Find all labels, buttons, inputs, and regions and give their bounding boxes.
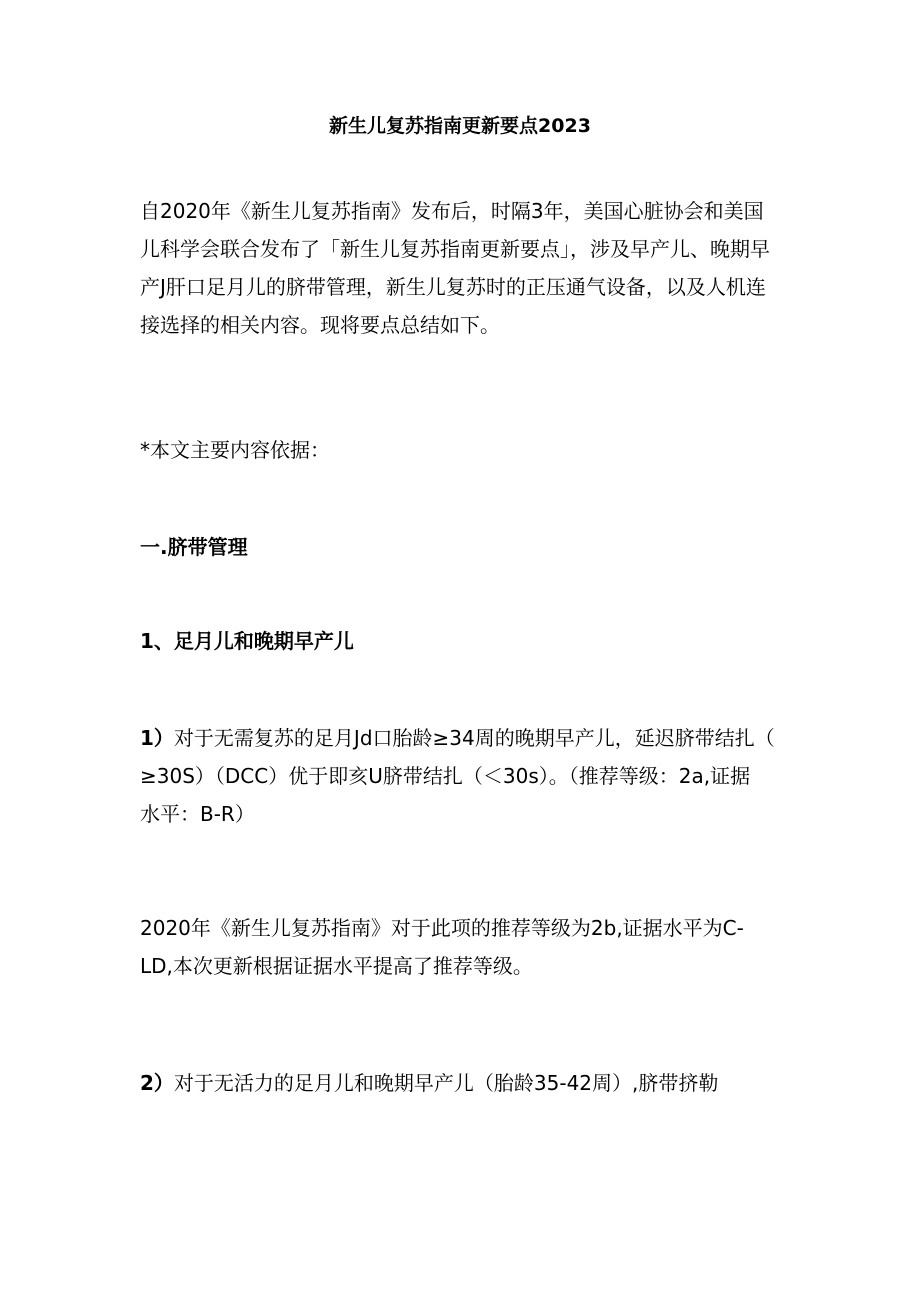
intro-paragraph <box>140 192 785 344</box>
item-1-line <box>140 719 785 757</box>
item-1-text: 对于无需复苏的足月Jd口胎龄≥34周的晚期早产儿，延迟脐带结扎（ <box>173 726 775 750</box>
note-line: 2020年《新生儿复苏指南》对于此项的推荐等级为2b,证据水平为C- <box>140 916 744 940</box>
basis-note-text: *本文主要内容依据： <box>140 438 330 462</box>
item-2-line <box>140 1064 785 1102</box>
item-2-paragraph <box>140 1064 785 1102</box>
item-2-text: 对于无活力的足月儿和晚期早产儿（胎龄35-42周）,脐带挤勒 <box>173 1071 719 1095</box>
basis-note <box>140 431 785 469</box>
note-2020-paragraph <box>140 909 785 985</box>
subsection-heading: 1、足月儿和晚期早产儿 <box>140 629 354 653</box>
section-heading: 一.脐带管理 <box>140 535 248 559</box>
item-1-paragraph <box>140 719 785 833</box>
intro-line: 儿科学会联合发布了「新生儿复苏指南更新要点」，涉及早产儿、晚期早 <box>140 237 770 261</box>
intro-line: 产J肝口足月儿的脐带管理，新生儿复苏时的正压通气设备，以及人机连 <box>140 275 766 299</box>
item-2-marker: 2） <box>140 1071 174 1095</box>
item-1-line: ≥30S）（DCC）优于即亥U脐带结扎（＜30s）。（推荐等级：2a,证据 <box>140 764 751 788</box>
note-line: LD,本次更新根据证据水平提高了推荐等级。 <box>140 954 533 978</box>
item-1-marker: 1） <box>140 726 174 750</box>
intro-line: 接选择的相关内容。现将要点总结如下。 <box>140 313 500 337</box>
document-title: 新生儿复苏指南更新要点2023 <box>329 115 591 137</box>
item-1-line: 水平：B-R） <box>140 802 255 826</box>
intro-line: 自2020年《新生儿复苏指南》发布后，时隔3年，美国心脏协会和美国 <box>140 199 764 223</box>
